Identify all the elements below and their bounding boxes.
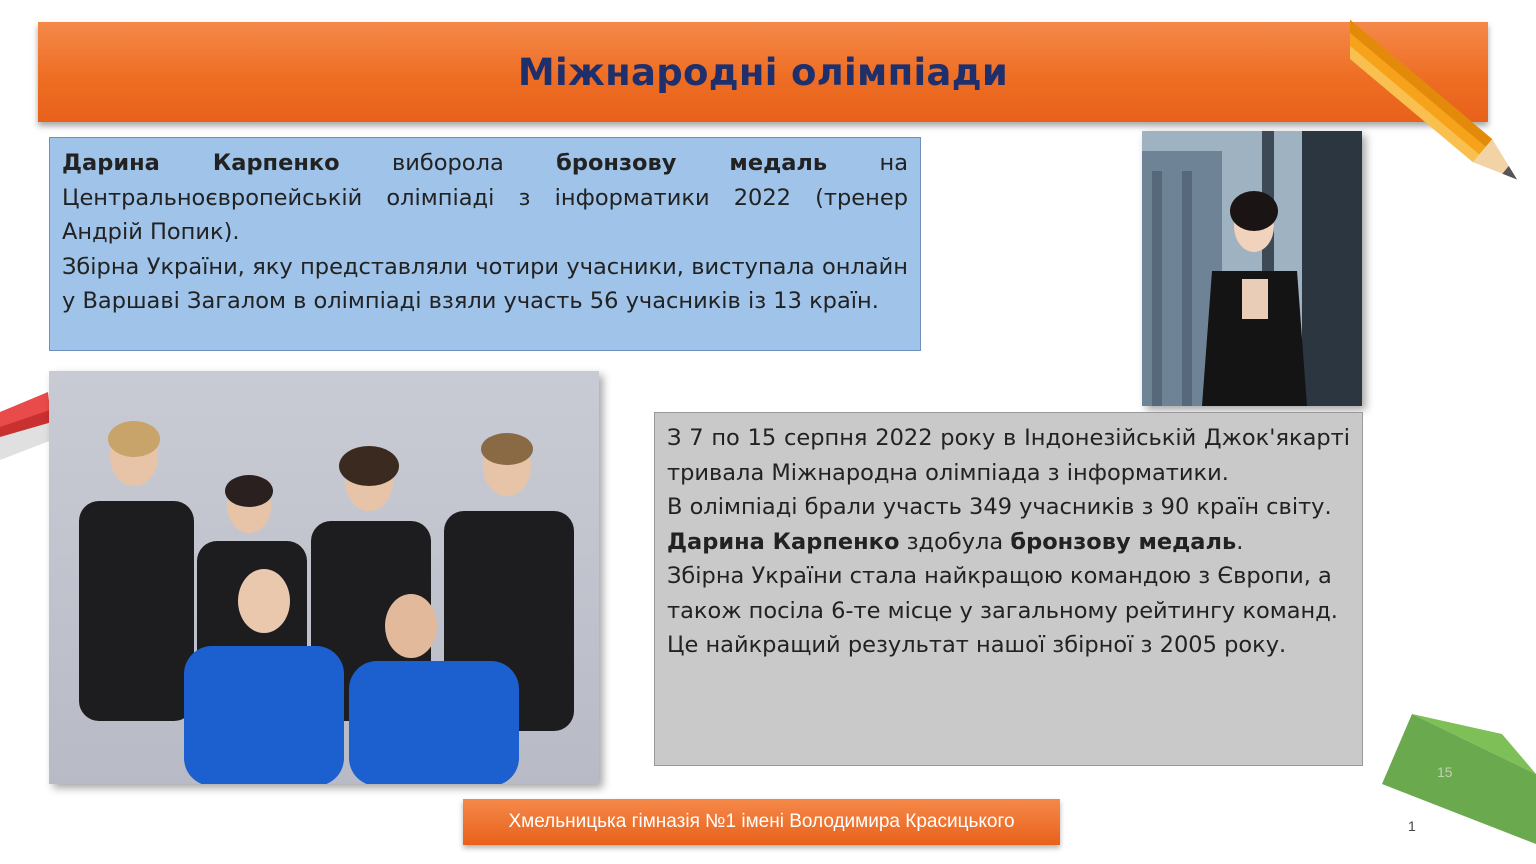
student-photo [1142, 131, 1362, 406]
slide-number-faded: 15 [1437, 764, 1453, 780]
ceoi-paragraph-2: Збірна України, яку представляли чотири учасники, виступала онлайн у Варшаві Загалом в олімпіаді взяли участь 56 учасників із 13 країн. [62, 253, 908, 314]
medal-text: бронзову медаль [556, 150, 828, 176]
medal-text: бронзову медаль [1010, 528, 1237, 555]
student-name: Дарина Карпенко [62, 150, 340, 176]
text-fragment: виборола [339, 150, 557, 176]
footer-banner [463, 799, 1060, 845]
ioi-text-box [654, 412, 1363, 766]
text-fragment: на Центральноєвропейській олімпіаді з інформатики 2022 (тренер Андрій Попик). [62, 150, 909, 245]
student-name: Дарина Карпенко [667, 528, 900, 555]
ceoi-text-box [49, 137, 921, 351]
slide-number: 1 [1408, 818, 1416, 834]
ioi-paragraph-2: В олімпіаді брали участь 349 учасників з 90 країн світу. [667, 494, 1332, 520]
slide-title: Міжнародні олімпіади [517, 50, 1009, 94]
ceoi-paragraph-1 [62, 146, 908, 250]
green-corner-shape-icon [1382, 714, 1536, 844]
team-photo [49, 371, 599, 784]
title-banner [38, 22, 1488, 122]
text-fragment: . [1236, 528, 1244, 555]
footer-school-name: Хмельницька гімназія №1 імені Володимира Красицького [508, 811, 1015, 832]
eraser-icon [0, 392, 52, 472]
ioi-paragraph-5: Це найкращий результат нашої збірної з 2005 року. [667, 632, 1287, 658]
text-fragment: здобула [899, 528, 1011, 555]
ioi-paragraph-3 [667, 525, 1350, 560]
pencil-icon [1350, 0, 1536, 240]
ioi-paragraph-4: Збірна України стала найкращою командою з Європи, а також посіла 6-те місце у загальному рейтингу команд. [667, 563, 1338, 624]
ioi-paragraph-1: З 7 по 15 серпня 2022 року в Індонезійській Джок'якарті тривала Міжнародна олімпіада з інформатики. [667, 425, 1350, 486]
